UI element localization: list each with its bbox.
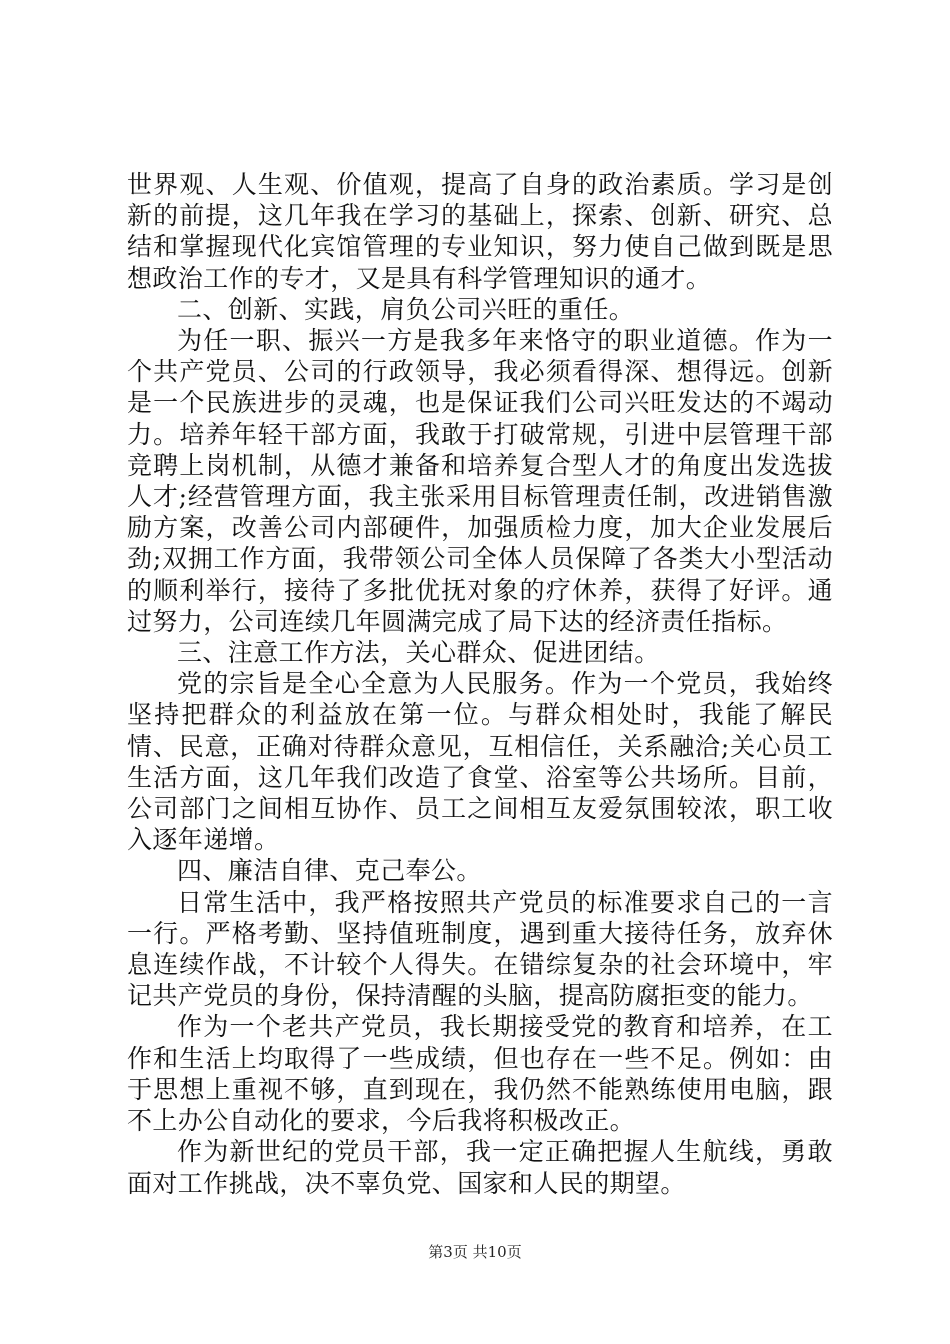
paragraph-conclusion: 作为新世纪的党员干部，我一定正确把握人生航线，勇敢面对工作挑战，决不辜负党、国家和人民的期望。	[127, 1137, 833, 1198]
document-body	[127, 169, 833, 1199]
paragraph-integrity: 日常生活中，我严格按照共产党员的标准要求自己的一言一行。严格考勤、坚持值班制度，遇到重大接待任务，放弃休息连续作战，不计较个人得失。在错综复杂的社会环境中，牢记共产党员的身份，保持清醒的头脑，提高防腐拒变的能力。	[127, 887, 833, 1011]
section-heading-3: 三、注意工作方法，关心群众、促进团结。	[177, 638, 660, 668]
section-heading-4: 四、廉洁自律、克己奉公。	[177, 856, 482, 886]
page-number-label: 第3页 共10页	[428, 1243, 522, 1261]
paragraph-shortcomings: 作为一个老共产党员，我长期接受党的教育和培养，在工作和生活上均取得了一些成绩，但也存在一些不足。例如：由于思想上重视不够，直到现在，我仍然不能熟练使用电脑，跟不上办公自动化的要求，今后我将积极改正。	[127, 1012, 833, 1136]
paragraph-continuation: 世界观、人生观、价值观，提高了自身的政治素质。学习是创新的前提，这几年我在学习的基础上，探索、创新、研究、总结和掌握现代化宾馆管理的专业知识，努力使自己做到既是思想政治工作的专才，又是具有科学管理知识的通才。	[127, 170, 833, 293]
page-footer	[0, 1242, 950, 1262]
paragraph-innovation: 为任一职、振兴一方是我多年来恪守的职业道德。作为一个共产党员、公司的行政领导，我必须看得深、想得远。创新是一个民族进步的灵魂，也是保证我们公司兴旺发达的不竭动力。培养年轻干部方面，我敢于打破常规，引进中层管理干部竞聘上岗机制，从德才兼备和培养复合型人才的角度出发选拔人才;经营管理方面，我主张采用目标管理责任制，改进销售激励方案，改善公司内部硬件，加强质检力度，加大企业发展后劲;双拥工作方面，我带领公司全体人员保障了各类大小型活动的顺利举行，接待了多批优抚对象的疗休养，获得了好评。通过努力，公司连续几年圆满完成了局下达的经济责任指标。	[127, 326, 833, 636]
paragraph-masses: 党的宗旨是全心全意为人民服务。作为一个党员，我始终坚持把群众的利益放在第一位。与群众相处时，我能了解民情、民意，正确对待群众意见，互相信任，关系融洽;关心员工生活方面，这几年我们改造了食堂、浴室等公共场所。目前，公司部门之间相互协作、员工之间相互友爱氛围较浓，职工收入逐年递增。	[127, 669, 833, 855]
section-heading-2: 二、创新、实践，肩负公司兴旺的重任。	[177, 294, 635, 324]
